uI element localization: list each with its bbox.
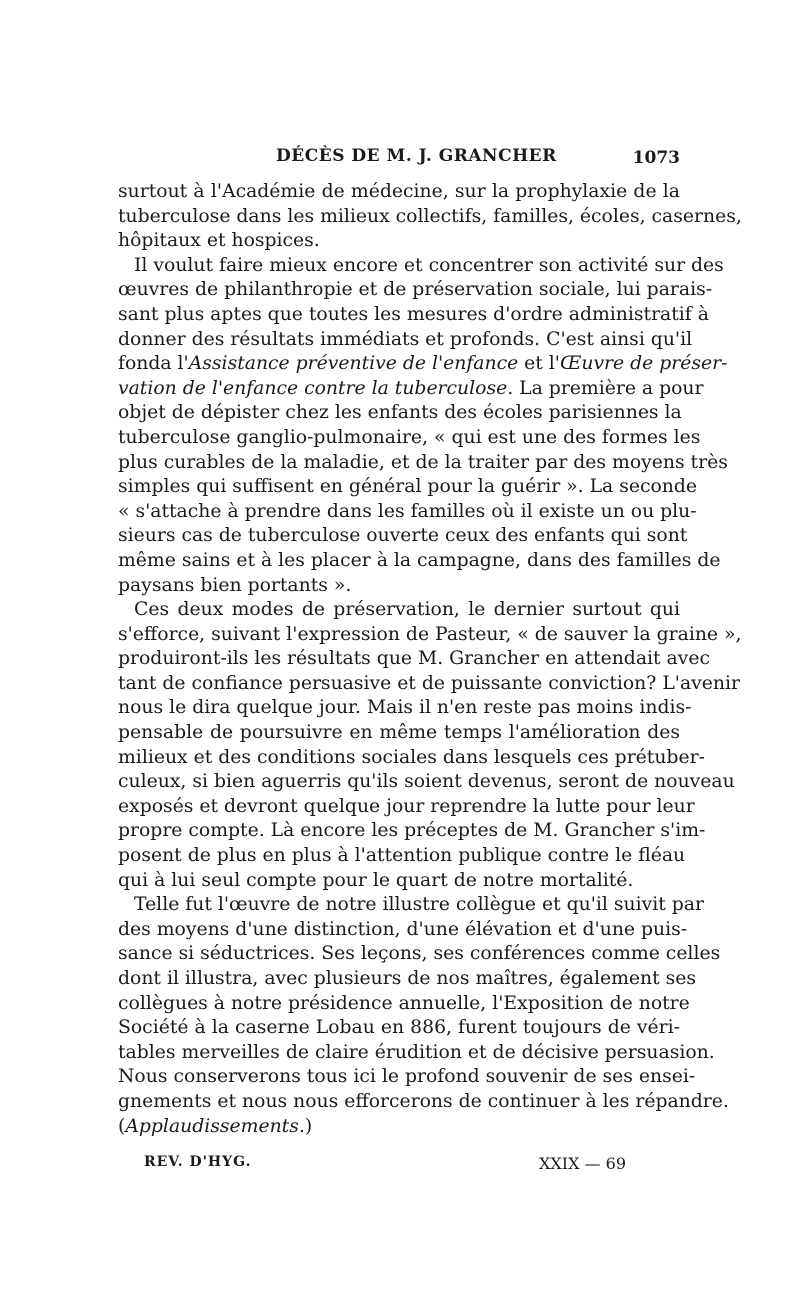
text-line: des moyens d'une distinction, d'une élévation et d'une puis-	[118, 918, 688, 940]
text-line: Ces deux modes de préservation, le dernier surtout qui	[134, 599, 680, 621]
text-line: vation de l'enfance contre la tuberculose. La première a pour	[118, 377, 704, 399]
text-line: paysans bien portants ».	[118, 574, 352, 596]
journal-signature: REV. D'HYG.	[144, 1154, 252, 1170]
paragraph	[118, 598, 742, 893]
text-line: hôpitaux et hospices.	[118, 230, 320, 252]
text-line: (Applaudissements.)	[118, 1115, 313, 1137]
page-number: 1073	[632, 148, 680, 168]
text-line: Il voulut faire mieux encore et concentrer son activité sur des	[134, 254, 724, 276]
volume-sheet-number: XXIX — 69	[538, 1154, 626, 1173]
text-line: collègues à notre présidence annuelle, l'Exposition de notre	[118, 992, 690, 1014]
text-line: Nous conserverons tous ici le profond souvenir de ses ensei-	[118, 1066, 696, 1088]
text-line: sance si séductrices. Ses leçons, ses conférences comme celles	[118, 943, 721, 965]
text-line: Société à la caserne Lobau en 886, furent toujours de véri-	[118, 1017, 680, 1039]
text-line: tant de confiance persuasive et de puissante conviction? L'avenir	[118, 672, 740, 694]
text-line: pensable de poursuivre en même temps l'amélioration des	[118, 722, 680, 744]
text-line: milieux et des conditions sociales dans lesquels ces prétuber-	[118, 746, 705, 768]
text-line: gnements et nous nous efforcerons de continuer à les répandre.	[118, 1090, 729, 1112]
text-line: dont il illustra, avec plusieurs de nos maîtres, également ses	[118, 968, 697, 989]
text-line: tuberculose ganglio-pulmonaire, « qui est une des formes les	[118, 426, 701, 448]
paragraph	[118, 254, 728, 598]
text-line: sant plus aptes que toutes les mesures d'ordre administratif à	[118, 303, 709, 325]
text-line: nous le dira quelque jour. Mais il n'en reste pas moins indis-	[118, 697, 692, 719]
text-line: tables merveilles de claire érudition et de décisive persuasion.	[118, 1041, 715, 1063]
running-title: DÉCÈS DE M. J. GRANCHER	[276, 146, 557, 166]
text-line: sieurs cas de tuberculose ouverte ceux des enfants qui sont	[118, 525, 688, 547]
text-line: simples qui suffisent en général pour la guérir ». La seconde	[118, 476, 698, 498]
text-line: propre compte. Là encore les préceptes de M. Grancher s'im-	[118, 820, 706, 842]
text-line: culeux, si bien aguerris qu'ils soient devenus, seront de nouveau	[118, 771, 735, 793]
text-line: tuberculose dans les milieux collectifs, familles, écoles, casernes,	[118, 205, 742, 227]
text-line: donner des résultats immédiats et profonds. C'est ainsi qu'il	[118, 328, 693, 350]
text-line: s'efforce, suivant l'expression de Pasteur, « de sauver la graine »,	[118, 623, 742, 645]
page-header	[118, 146, 680, 170]
text-line: objet de dépister chez les enfants des écoles parisiennes la	[118, 402, 682, 424]
body-text	[118, 180, 742, 1139]
page-footer	[144, 1154, 626, 1176]
text-line: œuvres de philanthropie et de préservation sociale, lui parais-	[118, 279, 713, 301]
text-line: produiront-ils les résultats que M. Grancher en attendait avec	[118, 648, 710, 670]
text-line: fonda l'Assistance préventive de l'enfance et l'Œuvre de préser-	[118, 353, 728, 375]
text-line: qui à lui seul compte pour le quart de notre mortalité.	[118, 869, 634, 891]
text-line: Telle fut l'œuvre de notre illustre collègue et qu'il suivit par	[134, 894, 704, 916]
paragraph	[118, 893, 729, 1139]
text-line: surtout à l'Académie de médecine, sur la prophylaxie de la	[118, 181, 680, 202]
text-line: exposés et devront quelque jour reprendre la lutte pour leur	[118, 795, 695, 817]
text-line: posent de plus en plus à l'attention publique contre le fléau	[118, 845, 686, 867]
text-line: plus curables de la maladie, et de la traiter par des moyens très	[118, 451, 728, 473]
text-line: même sains et à les placer à la campagne, dans des familles de	[118, 549, 721, 571]
paragraph	[118, 180, 742, 254]
text-line: « s'attache à prendre dans les familles où il existe un ou plu-	[118, 500, 697, 522]
